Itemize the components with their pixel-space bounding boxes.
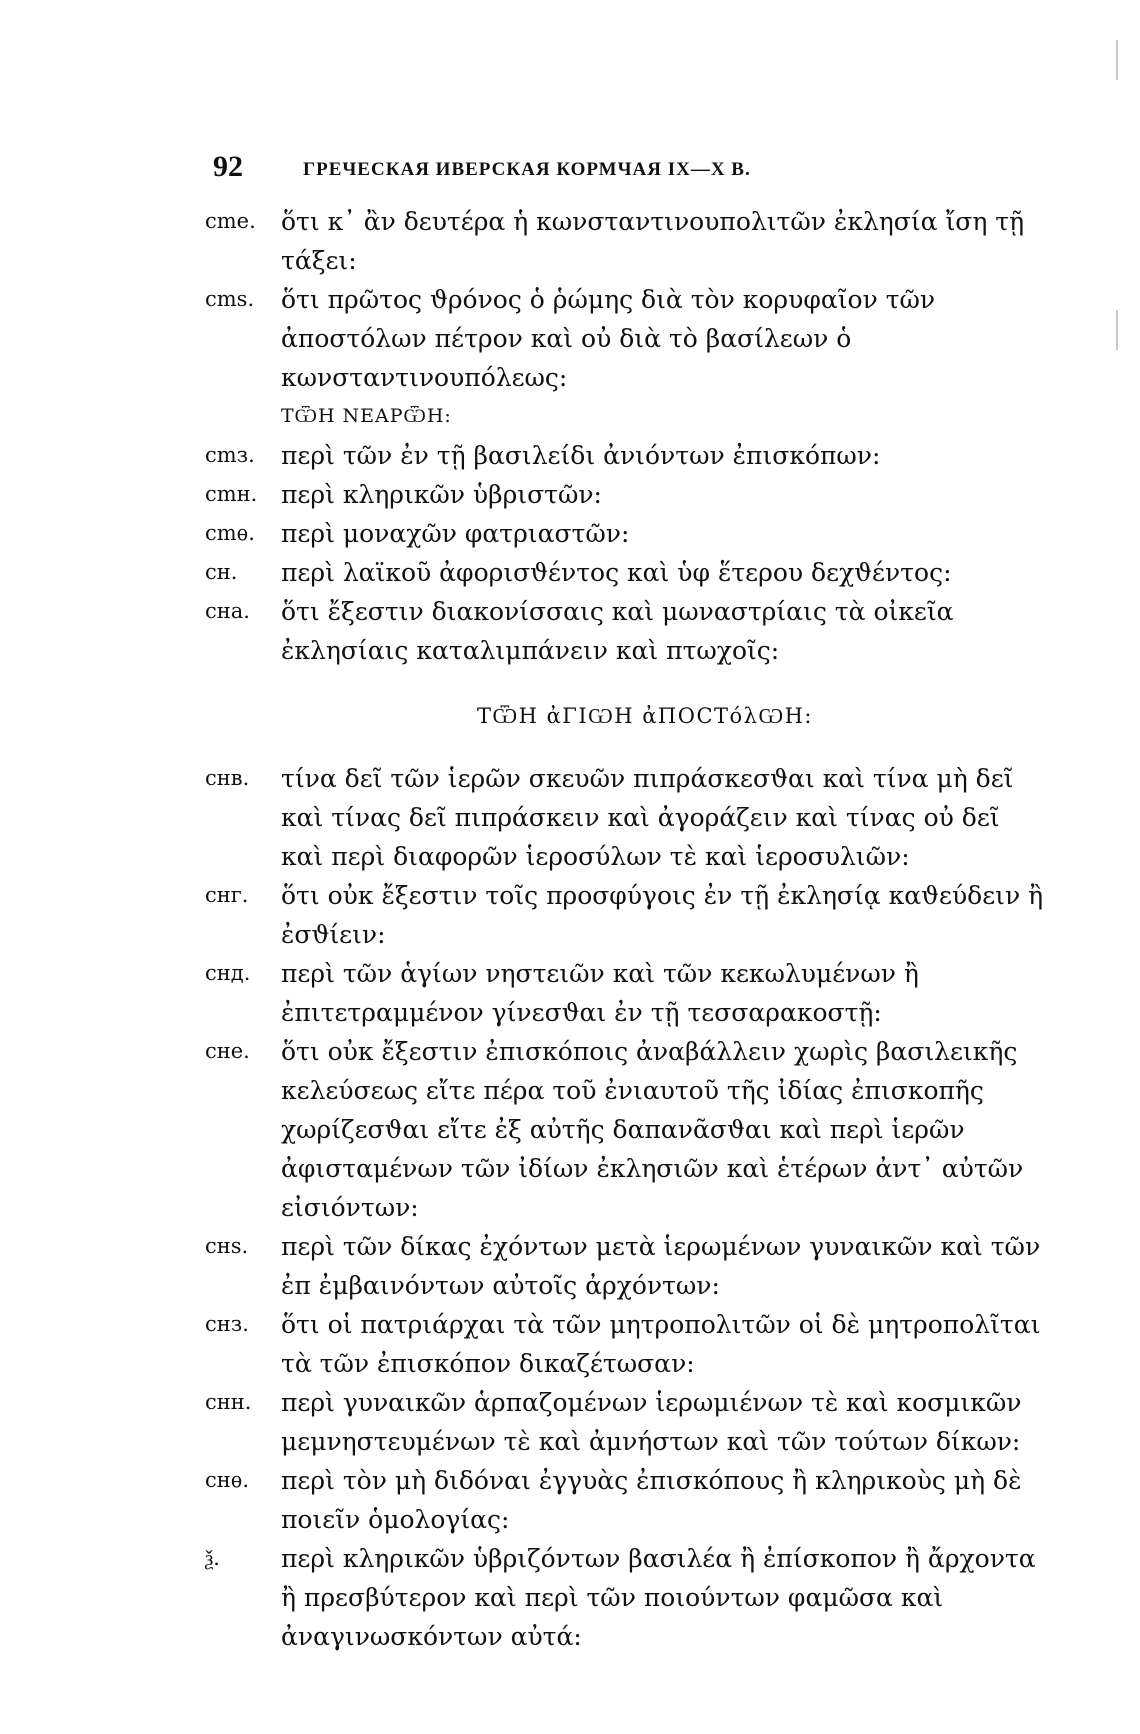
- page-header: [213, 150, 993, 190]
- entry-number: cнѳ.: [205, 1468, 250, 1492]
- entry-text: ὅτι οὐκ ἔξεστιν τοῖς προσφύγοις ἐν τῇ ἐκλησίᾳ καϑεύδειν ἢ ἐσϑίειν:: [281, 881, 1044, 949]
- entry-number: cнг.: [205, 883, 249, 907]
- entry-number: cне.: [205, 1039, 250, 1063]
- entry-number: cнн.: [205, 1390, 252, 1414]
- entry-number: cms.: [205, 287, 255, 311]
- scan-edge-line: [1116, 40, 1118, 80]
- entry-text: περὶ μοναχῶν φατριαστῶν:: [281, 519, 630, 548]
- entry-text: περὶ κληρικῶν ὑβριστῶν:: [281, 480, 602, 509]
- section-title: ΤѾΗ ἀΓΙѠΗ ἀΠΟCΤόλѠΗ:: [476, 704, 814, 728]
- entry-number: cнв.: [205, 766, 250, 790]
- entry-number: cнд.: [205, 961, 251, 985]
- entry-text: περὶ τῶν ἁγίων νηστειῶν καὶ τῶν κεκωλυμένων ἢ ἐπιτετραμμένον γίνεσϑαι ἐν τῇ τεσσαρακοστῇ:: [281, 959, 919, 1027]
- entry-text: περὶ τῶν ἐν τῇ βασιλείδι ἀνιόντων ἐπισκόπων:: [281, 441, 881, 470]
- list-item: [205, 759, 1045, 876]
- scan-edge-line: [1116, 310, 1118, 350]
- page-body: [205, 202, 1045, 1656]
- list-item: [205, 1305, 1045, 1383]
- entry-text: περὶ τῶν δίκας ἐχόντων μετὰ ἱερωμένων γυναικῶν καὶ τῶν ἐπ ἐμβαινόντων αὐτοῖς ἀρχόντων:: [281, 1232, 1041, 1300]
- list-item: [205, 1383, 1045, 1461]
- entry-number: cнз.: [205, 1312, 249, 1336]
- entry-number: cme.: [205, 209, 256, 233]
- entry-number: cmн.: [205, 482, 258, 506]
- list-item: [205, 592, 1045, 670]
- page-number: 92: [213, 150, 243, 183]
- list-item: [205, 202, 1045, 280]
- entry-text: ὅτι οὐκ ἔξεστιν ἐπισκόποις ἀναβάλλειν χωρὶς βασιλεικῆς κελεύσεως εἴτε πέρα τοῦ ἐνιαυτοῦ τῆς ἰδίας ἐπισκοπῆς χωρίζεσϑαι εἴτε ἐξ αὐτῆς δαπανᾶσϑαι καὶ περὶ ἱερῶν ἀφισταμένων τῶν ἰδίων ἐκλησιῶν καὶ ἑτέρων ἀντ᾽ αὐτῶν εἰσιόντων:: [281, 1037, 1024, 1222]
- entry-number: cmз.: [205, 443, 255, 467]
- list-item: [205, 436, 1045, 475]
- list-item: [205, 514, 1045, 553]
- entry-number: ѯ.: [205, 1546, 220, 1570]
- entry-text: τίνα δεῖ τῶν ἱερῶν σκευῶν πιπράσκεσϑαι καὶ τίνα μὴ δεῖ καὶ τίνας δεῖ πιπράσκειν καὶ ἀγοράζειν καὶ τίνας οὐ δεῖ καὶ περὶ διαφορῶν ἱεροσύλων τὲ καὶ ἱεροσυλιῶν:: [281, 764, 1014, 871]
- subheading: ΤѾΗ ΝΕΑΡѾΗ:: [281, 405, 452, 427]
- running-title: ГРЕЧЕСКАЯ ИВЕРСКАЯ КОРМЧАЯ IX—X B.: [303, 159, 751, 180]
- list-item: [205, 954, 1045, 1032]
- entry-text: περὶ λαϊκοῦ ἀφορισϑέντος καὶ ὑφ ἕτερου δεχϑέντος:: [281, 558, 952, 587]
- entry-number: cна.: [205, 599, 250, 623]
- entry-text: ὅτι πρῶτος ϑρόνος ὁ ῥώμης διὰ τὸν κορυφαῖον τῶν ἀποστόλων πέτρον καὶ οὐ διὰ τὸ βασίλεων ὁ κωνσταντινουπόλεως:: [281, 285, 936, 392]
- list-item: [205, 1227, 1045, 1305]
- list-item: [205, 1539, 1045, 1656]
- list-item: [205, 475, 1045, 514]
- entry-text: περὶ τὸν μὴ διδόναι ἐγγυὰς ἐπισκόπους ἢ κληρικοὺς μὴ δὲ ποιεῖν ὁμολογίας:: [281, 1466, 1022, 1534]
- list-item: [205, 1461, 1045, 1539]
- entry-number: cн.: [205, 560, 238, 584]
- entry-text: ὅτι ἔξεστιν διακονίσσαις καὶ μωναστρίαις τὰ οἰκεῖα ἐκλησίαις καταλιμπάνειν καὶ πτωχοῖς:: [281, 597, 954, 665]
- entry-text: ὅτι οἱ πατριάρχαι τὰ τῶν μητροπολιτῶν οἱ δὲ μητροπολῖται τὰ τῶν ἐπισκόπον δικαζέτωσαν:: [281, 1310, 1041, 1378]
- entry-text: ὅτι κ᾽ ἂν δευτέρα ἡ κωνσταντινουπολιτῶν ἐκλησία ἴση τῇ τάξει:: [281, 207, 1025, 275]
- list-item: [205, 280, 1045, 397]
- list-item: [205, 553, 1045, 592]
- entry-text: περὶ γυναικῶν ἁρπαζομένων ἱερωμιένων τὲ καὶ κοσμικῶν μεμνηστευμένων τὲ καὶ ἀμνήστων καὶ τῶν τούτων δίκων:: [281, 1388, 1022, 1456]
- list-item: [205, 1032, 1045, 1227]
- list-item: [205, 876, 1045, 954]
- entry-text: περὶ κληρικῶν ὑβριζόντων βασιλέα ἢ ἐπίσκοπον ἢ ἄρχοντα ἢ πρεσβύτερον καὶ περὶ τῶν ποιούντων φαμῶσα καὶ ἀναγινωσκόντων αὐτά:: [281, 1544, 1036, 1651]
- entry-number: cmѳ.: [205, 521, 255, 545]
- entry-number: cнs.: [205, 1234, 249, 1258]
